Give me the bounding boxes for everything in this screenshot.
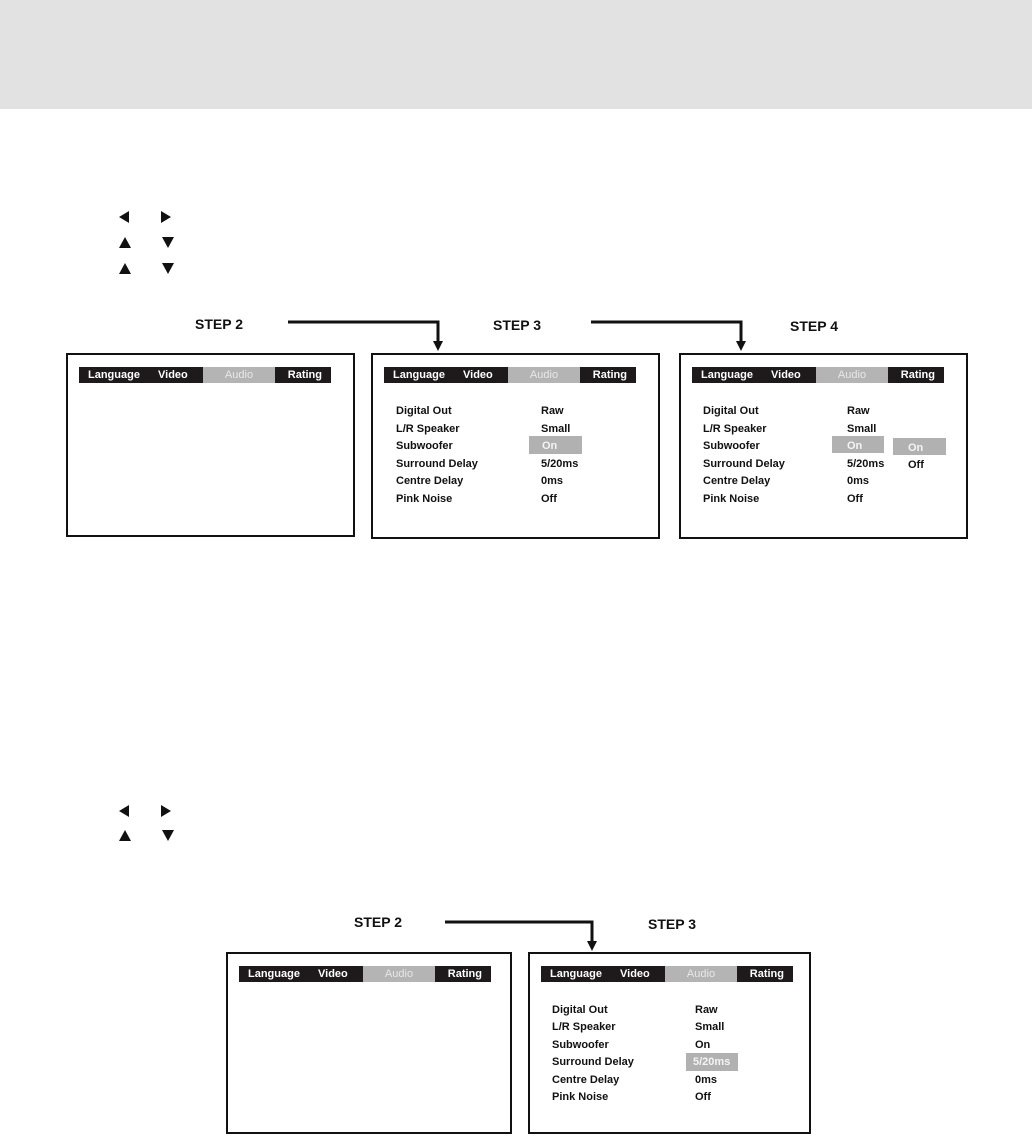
down-arrow-icon: [162, 237, 174, 248]
tab-language[interactable]: Language: [239, 966, 318, 982]
option-digital-out[interactable]: Digital Out: [703, 405, 759, 417]
value-centre-delay: 0ms: [695, 1074, 718, 1086]
value-surround-delay: 5/20ms: [847, 458, 885, 470]
submenu-option-off[interactable]: Off: [908, 459, 924, 471]
tab-language[interactable]: Language: [79, 367, 158, 383]
setup-menu-tabs: [79, 367, 331, 383]
osd-screen-step-3: [528, 952, 811, 1134]
down-arrow-icon: [162, 830, 174, 841]
osd-screen-step-2: [226, 952, 512, 1134]
value-pink-noise: Off: [847, 493, 863, 505]
tab-rating[interactable]: Rating: [737, 966, 793, 982]
option-surround-delay[interactable]: Surround Delay: [396, 458, 478, 470]
value-lr-speaker: Small: [541, 423, 571, 435]
tab-audio[interactable]: Audio: [363, 966, 435, 982]
tab-video[interactable]: Video: [463, 367, 508, 383]
option-lr-speaker[interactable]: L/R Speaker: [396, 423, 460, 435]
value-digital-out: Raw: [847, 405, 870, 417]
tab-rating[interactable]: Rating: [888, 367, 944, 383]
tab-rating[interactable]: Rating: [580, 367, 636, 383]
option-subwoofer[interactable]: Subwoofer: [552, 1039, 609, 1051]
value-digital-out: Raw: [695, 1004, 718, 1016]
option-centre-delay[interactable]: Centre Delay: [552, 1074, 620, 1086]
right-arrow-icon: [161, 211, 171, 223]
up-arrow-icon: [119, 263, 131, 274]
option-digital-out[interactable]: Digital Out: [552, 1004, 608, 1016]
tab-language[interactable]: Language: [384, 367, 463, 383]
value-centre-delay: 0ms: [541, 475, 564, 487]
tab-language[interactable]: Language: [692, 367, 771, 383]
step-4-label: STEP 4: [790, 318, 838, 334]
tab-video[interactable]: Video: [158, 367, 203, 383]
option-pink-noise[interactable]: Pink Noise: [396, 493, 453, 505]
right-arrow-icon: [161, 805, 171, 817]
option-lr-speaker[interactable]: L/R Speaker: [552, 1021, 616, 1033]
value-surround-delay[interactable]: 5/20ms: [693, 1056, 731, 1068]
osd-screen-step-2: [66, 353, 355, 537]
value-pink-noise: Off: [695, 1091, 711, 1103]
step-connector-arrow: [588, 318, 748, 352]
tab-rating[interactable]: Rating: [435, 966, 491, 982]
value-subwoofer: On: [695, 1039, 711, 1051]
option-lr-speaker[interactable]: L/R Speaker: [703, 423, 767, 435]
left-arrow-icon: [119, 805, 129, 817]
tab-video[interactable]: Video: [620, 966, 665, 982]
tab-video[interactable]: Video: [318, 966, 363, 982]
option-surround-delay[interactable]: Surround Delay: [552, 1056, 634, 1068]
header-band: [0, 0, 1032, 109]
value-digital-out: Raw: [541, 405, 564, 417]
option-centre-delay[interactable]: Centre Delay: [703, 475, 771, 487]
tab-rating[interactable]: Rating: [275, 367, 331, 383]
submenu-option-on[interactable]: On: [908, 442, 924, 454]
step-2-label: STEP 2: [354, 914, 402, 930]
option-subwoofer[interactable]: Subwoofer: [396, 440, 453, 452]
value-lr-speaker: Small: [695, 1021, 725, 1033]
option-centre-delay[interactable]: Centre Delay: [396, 475, 464, 487]
setup-menu-tabs: [239, 966, 491, 982]
value-subwoofer[interactable]: On: [542, 440, 558, 452]
tab-language[interactable]: Language: [541, 966, 620, 982]
osd-screen-step-3: [371, 353, 660, 539]
value-lr-speaker: Small: [847, 423, 877, 435]
up-arrow-icon: [119, 830, 131, 841]
step-connector-arrow: [442, 918, 602, 952]
option-pink-noise[interactable]: Pink Noise: [552, 1091, 609, 1103]
tab-audio[interactable]: Audio: [508, 367, 580, 383]
setup-menu-tabs: [541, 966, 793, 982]
tab-audio[interactable]: Audio: [203, 367, 275, 383]
osd-screen-step-4: [679, 353, 968, 539]
left-arrow-icon: [119, 211, 129, 223]
step-3-label: STEP 3: [648, 916, 696, 932]
tab-video[interactable]: Video: [771, 367, 816, 383]
option-pink-noise[interactable]: Pink Noise: [703, 493, 760, 505]
option-subwoofer[interactable]: Subwoofer: [703, 440, 760, 452]
value-surround-delay: 5/20ms: [541, 458, 579, 470]
step-3-label: STEP 3: [493, 317, 541, 333]
value-subwoofer[interactable]: On: [847, 440, 863, 452]
value-centre-delay: 0ms: [847, 475, 870, 487]
option-surround-delay[interactable]: Surround Delay: [703, 458, 785, 470]
tab-audio[interactable]: Audio: [665, 966, 737, 982]
setup-menu-tabs: [692, 367, 944, 383]
step-2-label: STEP 2: [195, 316, 243, 332]
setup-menu-tabs: [384, 367, 636, 383]
down-arrow-icon: [162, 263, 174, 274]
step-connector-arrow: [285, 318, 445, 352]
option-digital-out[interactable]: Digital Out: [396, 405, 452, 417]
tab-audio[interactable]: Audio: [816, 367, 888, 383]
value-pink-noise: Off: [541, 493, 557, 505]
up-arrow-icon: [119, 237, 131, 248]
